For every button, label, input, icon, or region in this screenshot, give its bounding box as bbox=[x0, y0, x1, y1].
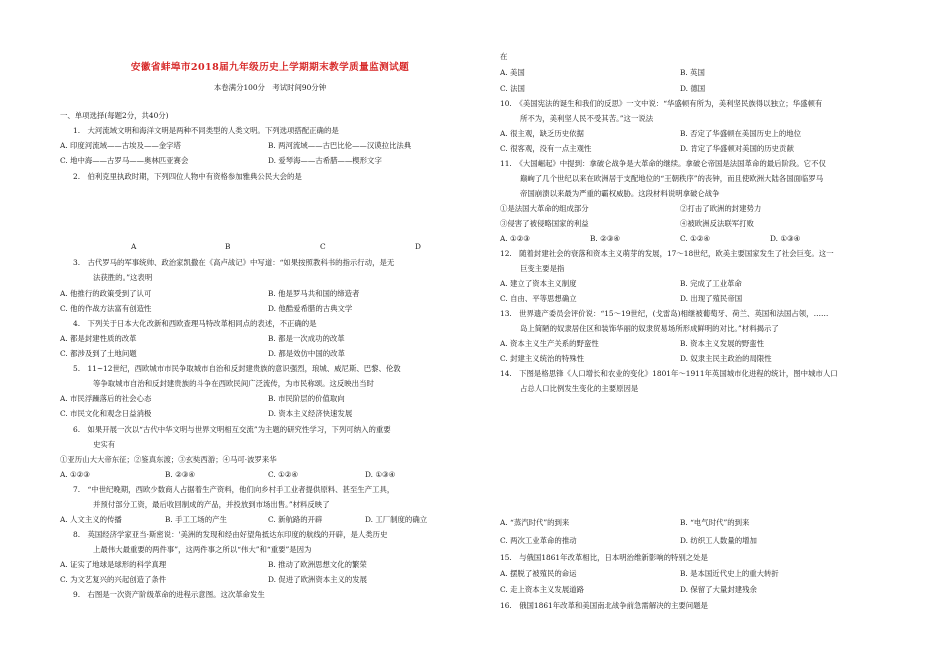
option-d: D. 保留了大量封建残余 bbox=[680, 585, 757, 594]
option-a: A. 都是封建性质的改革 bbox=[60, 334, 137, 343]
option-b: B. 否定了华盛顿在美国历史上的地位 bbox=[680, 129, 801, 138]
option-d: D. 他酷爱希腊的古典文学 bbox=[268, 304, 353, 313]
question-stem: 3. 古代罗马的军事统帅、政治家凯撒在《高卢战记》中写道：“如果按照教科书的指示行动，是无 bbox=[73, 258, 395, 267]
option-d: D. ①③④ bbox=[770, 234, 801, 243]
option-c: C. 新航路的开辟 bbox=[268, 515, 323, 524]
question-stem: 9. 右图是一次资产阶级革命的进程示意图。这次革命发生 bbox=[73, 590, 265, 599]
question-stem: 14. 下图是格思锋《人口增长和农业的变化》1801年～1911年英国城市化进程的统计，图中城市人口 bbox=[500, 369, 838, 378]
option-b: B. 他是罗马共和国的缔造者 bbox=[268, 289, 360, 298]
option-b: B. ②③④ bbox=[590, 234, 621, 243]
question-stem-cont: 并预付部分工资，最后收回制成的产品，并投放到市场出售。”材料反映了 bbox=[93, 500, 330, 509]
option-a: A. 建立了资本主义制度 bbox=[500, 279, 577, 288]
option-b: B. 手工工场的产生 bbox=[165, 515, 227, 524]
question-stem-cont: 巨变主要是指 bbox=[520, 264, 565, 273]
option-a: A. 印度河流域——古埃及——金字塔 bbox=[60, 141, 181, 150]
option-a: A. ①②③ bbox=[500, 234, 530, 243]
option-d: D. 肯定了华盛顿对美国的历史贡献 bbox=[680, 144, 794, 153]
option-b: B. 完成了工业革命 bbox=[680, 279, 742, 288]
item-3: ③侵害了被侵略国家的利益 bbox=[500, 219, 589, 228]
option-c: C. 走上资本主义发展道路 bbox=[500, 585, 584, 594]
option-c: C. 两次工业革命的推动 bbox=[500, 536, 577, 545]
option-b: B. 市民阶层的价值取向 bbox=[268, 394, 345, 403]
question-stem-cont: 所不为，美利坚人民不受其苦。”这一说法 bbox=[520, 114, 654, 123]
question-stem: 10. 《美国宪法的诞生和我们的反思》一文中说：“华盛顿有所为，美利坚民族得以独立；华盛顿有 bbox=[500, 99, 823, 108]
option-b: B. “电气时代”的到来 bbox=[680, 518, 750, 527]
paper-title: 安徽省蚌埠市2018届九年级历史上学期期末教学质量监测试题 bbox=[130, 62, 410, 73]
image-label-d: D bbox=[415, 242, 421, 251]
item-2: ②打击了欧洲的封建势力 bbox=[680, 204, 762, 213]
image-label-a: A bbox=[131, 242, 137, 251]
option-b: B. 是本国近代史上的重大转折 bbox=[680, 569, 779, 578]
question-stem: 6. 如果开展一次以“古代中华文明与世界文明相互交流”为主题的研究性学习，下列可纳入的重要 bbox=[73, 425, 391, 434]
question-stem: 16. 俄国1861年改革和美国南北战争前急需解决的主要问题是 bbox=[500, 601, 708, 610]
question-stem: 1. 大河流域文明和海洋文明是两种不同类型的人类文明。下列选项搭配正确的是 bbox=[73, 126, 339, 135]
option-c: C. 很客观，没有一点主观性 bbox=[500, 144, 592, 153]
option-b: B. 英国 bbox=[680, 68, 705, 77]
option-c: C. 他的作战方法富有创造性 bbox=[60, 304, 152, 313]
question-stem-cont: 等争取城市自治和反封建贵族的斗争在西欧民间广泛流传，为市民称颂。这反映出当时 bbox=[93, 379, 374, 388]
question-stem: 5. 11~12世纪，西欧城市市民争取城市自治和反封建贵族的意识强烈，琅城、威尼斯、巴黎、伦敦 bbox=[73, 364, 401, 373]
option-a: A. 摆脱了被殖民的命运 bbox=[500, 569, 577, 578]
option-a: A. 人文主义的传播 bbox=[60, 515, 122, 524]
option-b: B. 资本主义发展的野蛮性 bbox=[680, 339, 765, 348]
option-c: C. 为文艺复兴的兴起创造了条件 bbox=[60, 575, 167, 584]
question-stem: 13. 世界遗产委员会评价说：“15～19世纪，(戈雷岛)相继被葡萄牙、荷兰、英国和法国占领，…… bbox=[500, 309, 829, 318]
question-stem: 15. 与俄国1861年改革相比，日本明治维新影响的特别之处是 bbox=[500, 553, 708, 562]
option-c: C. 封建主义统治的特殊性 bbox=[500, 354, 584, 363]
option-d: D. 德国 bbox=[680, 84, 706, 93]
option-a: A. “蒸汽时代”的到来 bbox=[500, 518, 570, 527]
option-d: D. 纺织工人数量的增加 bbox=[680, 536, 757, 545]
option-c: C. ①②④ bbox=[268, 470, 298, 479]
question-stem-cont: 岛上简陋的奴隶居住区和装饰华丽的奴隶贸易场所形成鲜明的对比。”材料揭示了 bbox=[520, 324, 779, 333]
option-c: C. 都涉及到了土地问题 bbox=[60, 349, 137, 358]
image-label-b: B bbox=[225, 242, 231, 251]
paper-subtitle: 本卷满分100分 考试时间90分钟 bbox=[213, 83, 327, 92]
item-1: ①是法国大革命的组成部分 bbox=[500, 204, 589, 213]
chart-placeholder bbox=[540, 384, 880, 512]
question-stem-cont: 上最伟大最重要的两件事”，这两件事之所以“伟大”和“重要”是因为 bbox=[93, 545, 312, 554]
question-stem: 4. 下列关于日本大化改新和西欧查理马特改革相同点的表述，不正确的是 bbox=[73, 319, 317, 328]
option-a: A. 证实了地球是球形的科学真理 bbox=[60, 560, 167, 569]
option-a: A. 他推行的政策受到了认可 bbox=[60, 289, 152, 298]
question-stem: 2. 伯利克里执政时期，下列四位人物中有资格参加雅典公民大会的是 bbox=[73, 172, 302, 181]
option-c: C. 自由、平等思想确立 bbox=[500, 294, 577, 303]
option-c: C. 地中海——古罗马——奥林匹亚赛会 bbox=[60, 156, 189, 165]
option-d: D. 资本主义经济快速发展 bbox=[268, 409, 353, 418]
option-b: B. 推动了欧洲思想文化的繁荣 bbox=[268, 560, 367, 569]
question-stem: 11. 《大国崛起》中提到：拿破仑战争是大革命的继续。拿破仑帝国是法国革命的最后阶段。它不仅 bbox=[500, 159, 826, 168]
question-stem-cont: 巅峋了几个世纪以来在欧洲居于支配地位的“王朝秩序”的丧钟，而且使欧洲大陆各国面临罗马 bbox=[520, 174, 824, 183]
option-a: A. 很主观，缺乏历史依据 bbox=[500, 129, 584, 138]
option-d: D. 出现了殖民帝国 bbox=[680, 294, 743, 303]
question-stem-cont: 占总人口比例发生变化的主要原因是 bbox=[520, 384, 639, 393]
option-a: A. 资本主义生产关系的野蛮性 bbox=[500, 339, 599, 348]
question-stem-cont: 帝国崩溃以来最为严重的霸权威胁。这段材料说明拿破仑战争 bbox=[520, 189, 720, 198]
option-b: B. ②③④ bbox=[165, 470, 196, 479]
option-d: D. ①③④ bbox=[365, 470, 396, 479]
question-stem: 8. 英国经济学家亚当·斯密说：'美洲的发现和经由好望角抵达东印度的航线的开辟，是人类历史 bbox=[73, 530, 388, 539]
option-c: C. ①②④ bbox=[680, 234, 710, 243]
question-stem-cont: 史实有 bbox=[93, 440, 116, 449]
option-a: A. 市民浮躁落后的社会心态 bbox=[60, 394, 152, 403]
option-a: A. ①②③ bbox=[60, 470, 90, 479]
question-stem-cont: 在 bbox=[500, 52, 508, 61]
image-label-c: C bbox=[320, 242, 326, 251]
option-d: D. 奴隶主民主政治的局限性 bbox=[680, 354, 772, 363]
option-a: A. 美国 bbox=[500, 68, 525, 77]
question-stem: 7. “中世纪晚期，西欧少数商人占据着生产资料，他们向乡村手工业者提供原料、甚至生产工具， bbox=[73, 485, 395, 494]
section-heading: 一、单项选择(每题2分，共40分) bbox=[60, 111, 169, 120]
option-b: B. 都是一次成功的改革 bbox=[268, 334, 345, 343]
option-b: B. 两河流域——古巴比伦——汉谟拉比法典 bbox=[268, 141, 412, 150]
option-c: C. 市民文化和观念日益消极 bbox=[60, 409, 152, 418]
option-d: D. 爱琴海——古希腊——楔形文字 bbox=[268, 156, 382, 165]
question-stem-cont: 法获胜的。”这表明 bbox=[93, 273, 153, 282]
option-c: C. 法国 bbox=[500, 84, 525, 93]
question-stem: 12. 随着封建社会的衰落和资本主义萌芽的发展，17～18世纪，欧美主要国家发生了社会巨变。这一 bbox=[500, 249, 834, 258]
item-4: ④被欧洲反法联军打败 bbox=[680, 219, 754, 228]
option-d: D. 促进了欧洲资本主义的发展 bbox=[268, 575, 368, 584]
option-d: D. 工厂制度的确立 bbox=[365, 515, 428, 524]
question-items: ①亚历山大大帝东征；②鉴真东渡；③玄奘西游；④马可·波罗来华 bbox=[60, 455, 277, 464]
option-d: D. 都是效仿中国的改革 bbox=[268, 349, 345, 358]
